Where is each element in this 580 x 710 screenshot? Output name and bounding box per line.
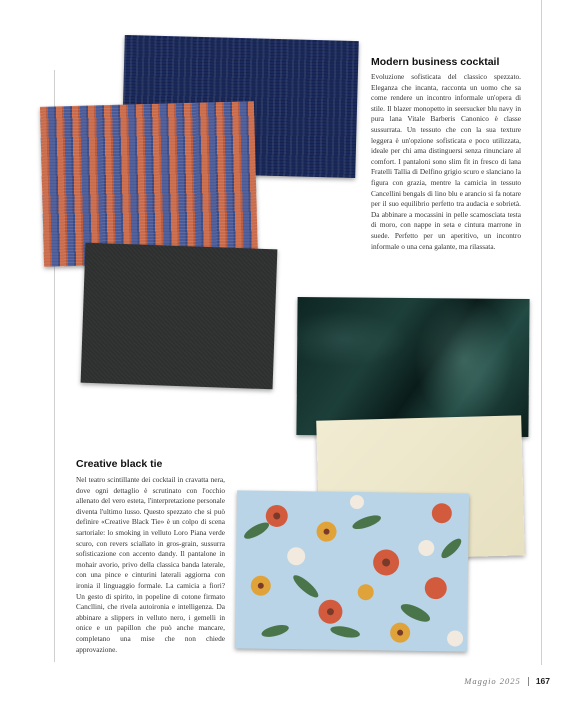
grey-wool-swatch: [81, 243, 278, 390]
striped-shirting-swatch: [40, 101, 258, 267]
issue-date: Maggio 2025: [464, 676, 521, 686]
floral-pattern: [235, 490, 469, 651]
page-footer: [464, 676, 550, 686]
floral-poplin-swatch: [235, 490, 469, 651]
footer-divider: [528, 677, 529, 686]
section-body-black-tie: Nel teatro scintillante dei cocktail in cravatta nera, dove ogni dettaglio è scrutinato con l'occhio allenato del vero esteta, l'interpretazione personale diventa l'ultimo lusso. Questo spezzato che si può definire «Creative Black Tie» è un colpo di scena sartoriale: lo smoking in velluto Loro Piana verde scuro, con revers sciallato in gros-grain, sussurra sofisticazione con accento dandy. Il pantalone in mohair avorio, privo della classica banda laterale, con una pince e cinturini laterali aggiorna con ironia il linguaggio formale. La camicia a fiori? Un gesto di spirito, in popeline di cotone firmato Cancllini, che rivela autoironia e intelligenza. Da abbinare a slippers in velluto nero, i gemelli in onice e un papillon che può anche mancare, completano una mise che non chiede approvazione.: [76, 475, 225, 654]
page-number: 167: [535, 676, 550, 686]
section-body-business-cocktail: Evoluzione sofisticata del classico spezzato. Eleganza che incanta, racconta un uomo che sa come rendere un incontro informale un'opera di stile. Il blazer monopetto in seersucker blu navy in pura lana Vitale Barberis Canonico è classe sussurrata. Un tessuto che con la sua texture leggera è un'opzione sofisticata e poco utilizzata, ideale per chi ama distinguersi senza rinunciare al comfort. I pantaloni sono slim fit in fresco di lana Fratelli Tallia di Delfino grigio scuro e slanciano la figura con grazia, mentre la camicia in tessuto Cancellini bengals di lino blu e arancio si fa notare per il suo equilibrio perfetto tra audacia e sobrietà. Da abbinare a mocassini in pelle scamosciata testa di moro, con nappe in seta e cintura marrone in suede. Perfetto per un aperitivo, un incontro informale o una cena galante, ma rilassata.: [371, 72, 521, 251]
section-title-business-cocktail: Modern business cocktail: [371, 56, 500, 68]
section-title-black-tie: Creative black tie: [76, 458, 163, 470]
right-margin-rule: [541, 0, 542, 665]
